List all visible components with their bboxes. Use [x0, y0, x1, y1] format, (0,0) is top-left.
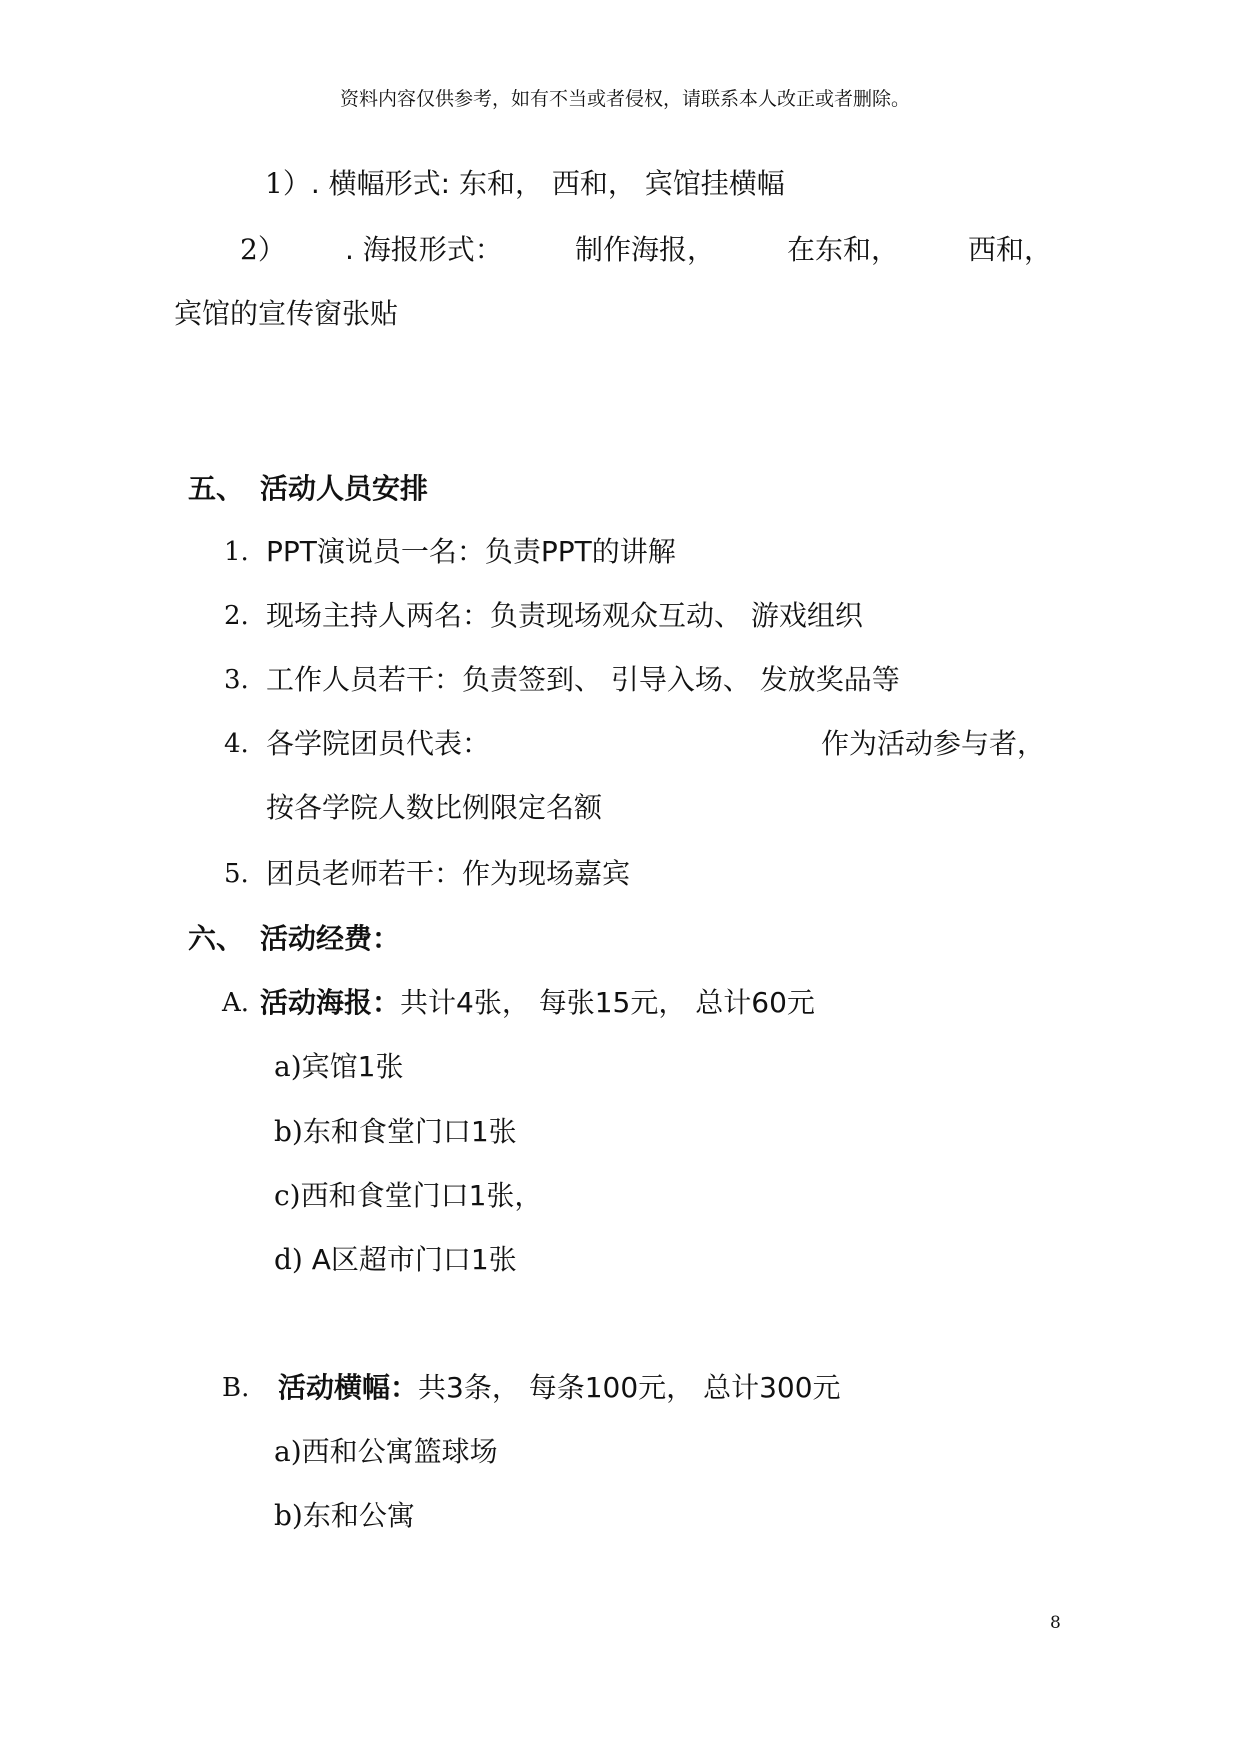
- header-disclaimer: 资料内容仅供参考，如有不当或者侵权，请联系本人改正或者删除。: [340, 88, 911, 110]
- budget-b-marker: B.: [222, 1373, 250, 1403]
- list-item-text-right: 作为活动参与者，: [821, 727, 1046, 760]
- list-item-text: 各学院团员代表：: [266, 727, 491, 760]
- budget-b-item-marker: b): [274, 1499, 303, 1532]
- budget-a-item-text: A区超市门口1张: [302, 1243, 517, 1276]
- publicity-item-2-label: . 海报形式：: [345, 233, 503, 266]
- publicity-item-2-marker: 2）: [240, 233, 286, 266]
- budget-a-item-marker: b): [274, 1115, 303, 1148]
- page-number: 8: [1050, 1613, 1061, 1633]
- publicity-item-1-marker: 1）: [265, 167, 311, 200]
- section-5-title: 活动人员安排: [260, 472, 429, 505]
- budget-a-item: [274, 1243, 517, 1276]
- budget-a-item-marker: a): [274, 1050, 302, 1083]
- publicity-item-2-part1: 制作海报，: [575, 233, 716, 266]
- budget-a-item-text: 宾馆1张: [301, 1050, 404, 1083]
- section-6-number: 六、: [188, 922, 245, 955]
- list-item-number: 5.: [224, 859, 249, 889]
- publicity-item-1: [265, 167, 785, 200]
- budget-a-marker: A.: [222, 988, 250, 1018]
- publicity-item-1-text: . 横幅形式: 东和， 西和， 宾馆挂横幅: [310, 167, 785, 200]
- budget-b-line: [278, 1371, 841, 1404]
- budget-a-label: 活动海报：: [260, 986, 401, 1019]
- publicity-item-2-part2: 在东和，: [787, 233, 900, 266]
- budget-a-item: [274, 1115, 517, 1148]
- publicity-item-2-continuation: 宾馆的宣传窗张贴: [174, 297, 399, 330]
- budget-a-item-marker: d): [274, 1243, 303, 1276]
- budget-a-item-text: 东和食堂门口1张: [302, 1115, 517, 1148]
- section-6-title: 活动经费：: [260, 922, 401, 955]
- budget-a-item: [274, 1179, 543, 1212]
- list-item-number: 2.: [224, 601, 249, 631]
- publicity-item-2-part3: 西和，: [968, 233, 1053, 266]
- list-item-text: 现场主持人两名：负责现场观众互动、 游戏组织: [266, 599, 863, 632]
- budget-a-item: [274, 1050, 404, 1083]
- list-item-number: 4.: [224, 729, 249, 759]
- budget-a-item-text: 西和食堂门口1张，: [300, 1179, 543, 1212]
- section-5-number: 五、: [188, 472, 245, 505]
- list-item-text: 团员老师若干：作为现场嘉宾: [266, 857, 631, 890]
- budget-b-text: 共3条， 每条100元， 总计300元: [418, 1371, 841, 1404]
- budget-a-line: [260, 986, 815, 1019]
- list-item-text: PPT演说员一名：负责PPT的讲解: [266, 535, 676, 568]
- budget-b-item-text: 东和公寓: [302, 1499, 415, 1532]
- budget-b-item: [274, 1435, 498, 1468]
- budget-b-item-text: 西和公寓篮球场: [301, 1435, 498, 1468]
- budget-a-text: 共计4张， 每张15元， 总计60元: [400, 986, 815, 1019]
- budget-b-item-marker: a): [274, 1435, 302, 1468]
- list-item-text: 工作人员若干：负责签到、 引导入场、 发放奖品等: [266, 663, 900, 696]
- list-item-continuation: 按各学院人数比例限定名额: [266, 791, 603, 824]
- list-item-number: 1.: [224, 537, 249, 567]
- budget-b-item: [274, 1499, 415, 1532]
- budget-a-item-marker: c): [274, 1179, 301, 1212]
- budget-b-label: 活动横幅：: [278, 1371, 419, 1404]
- list-item-number: 3.: [224, 665, 249, 695]
